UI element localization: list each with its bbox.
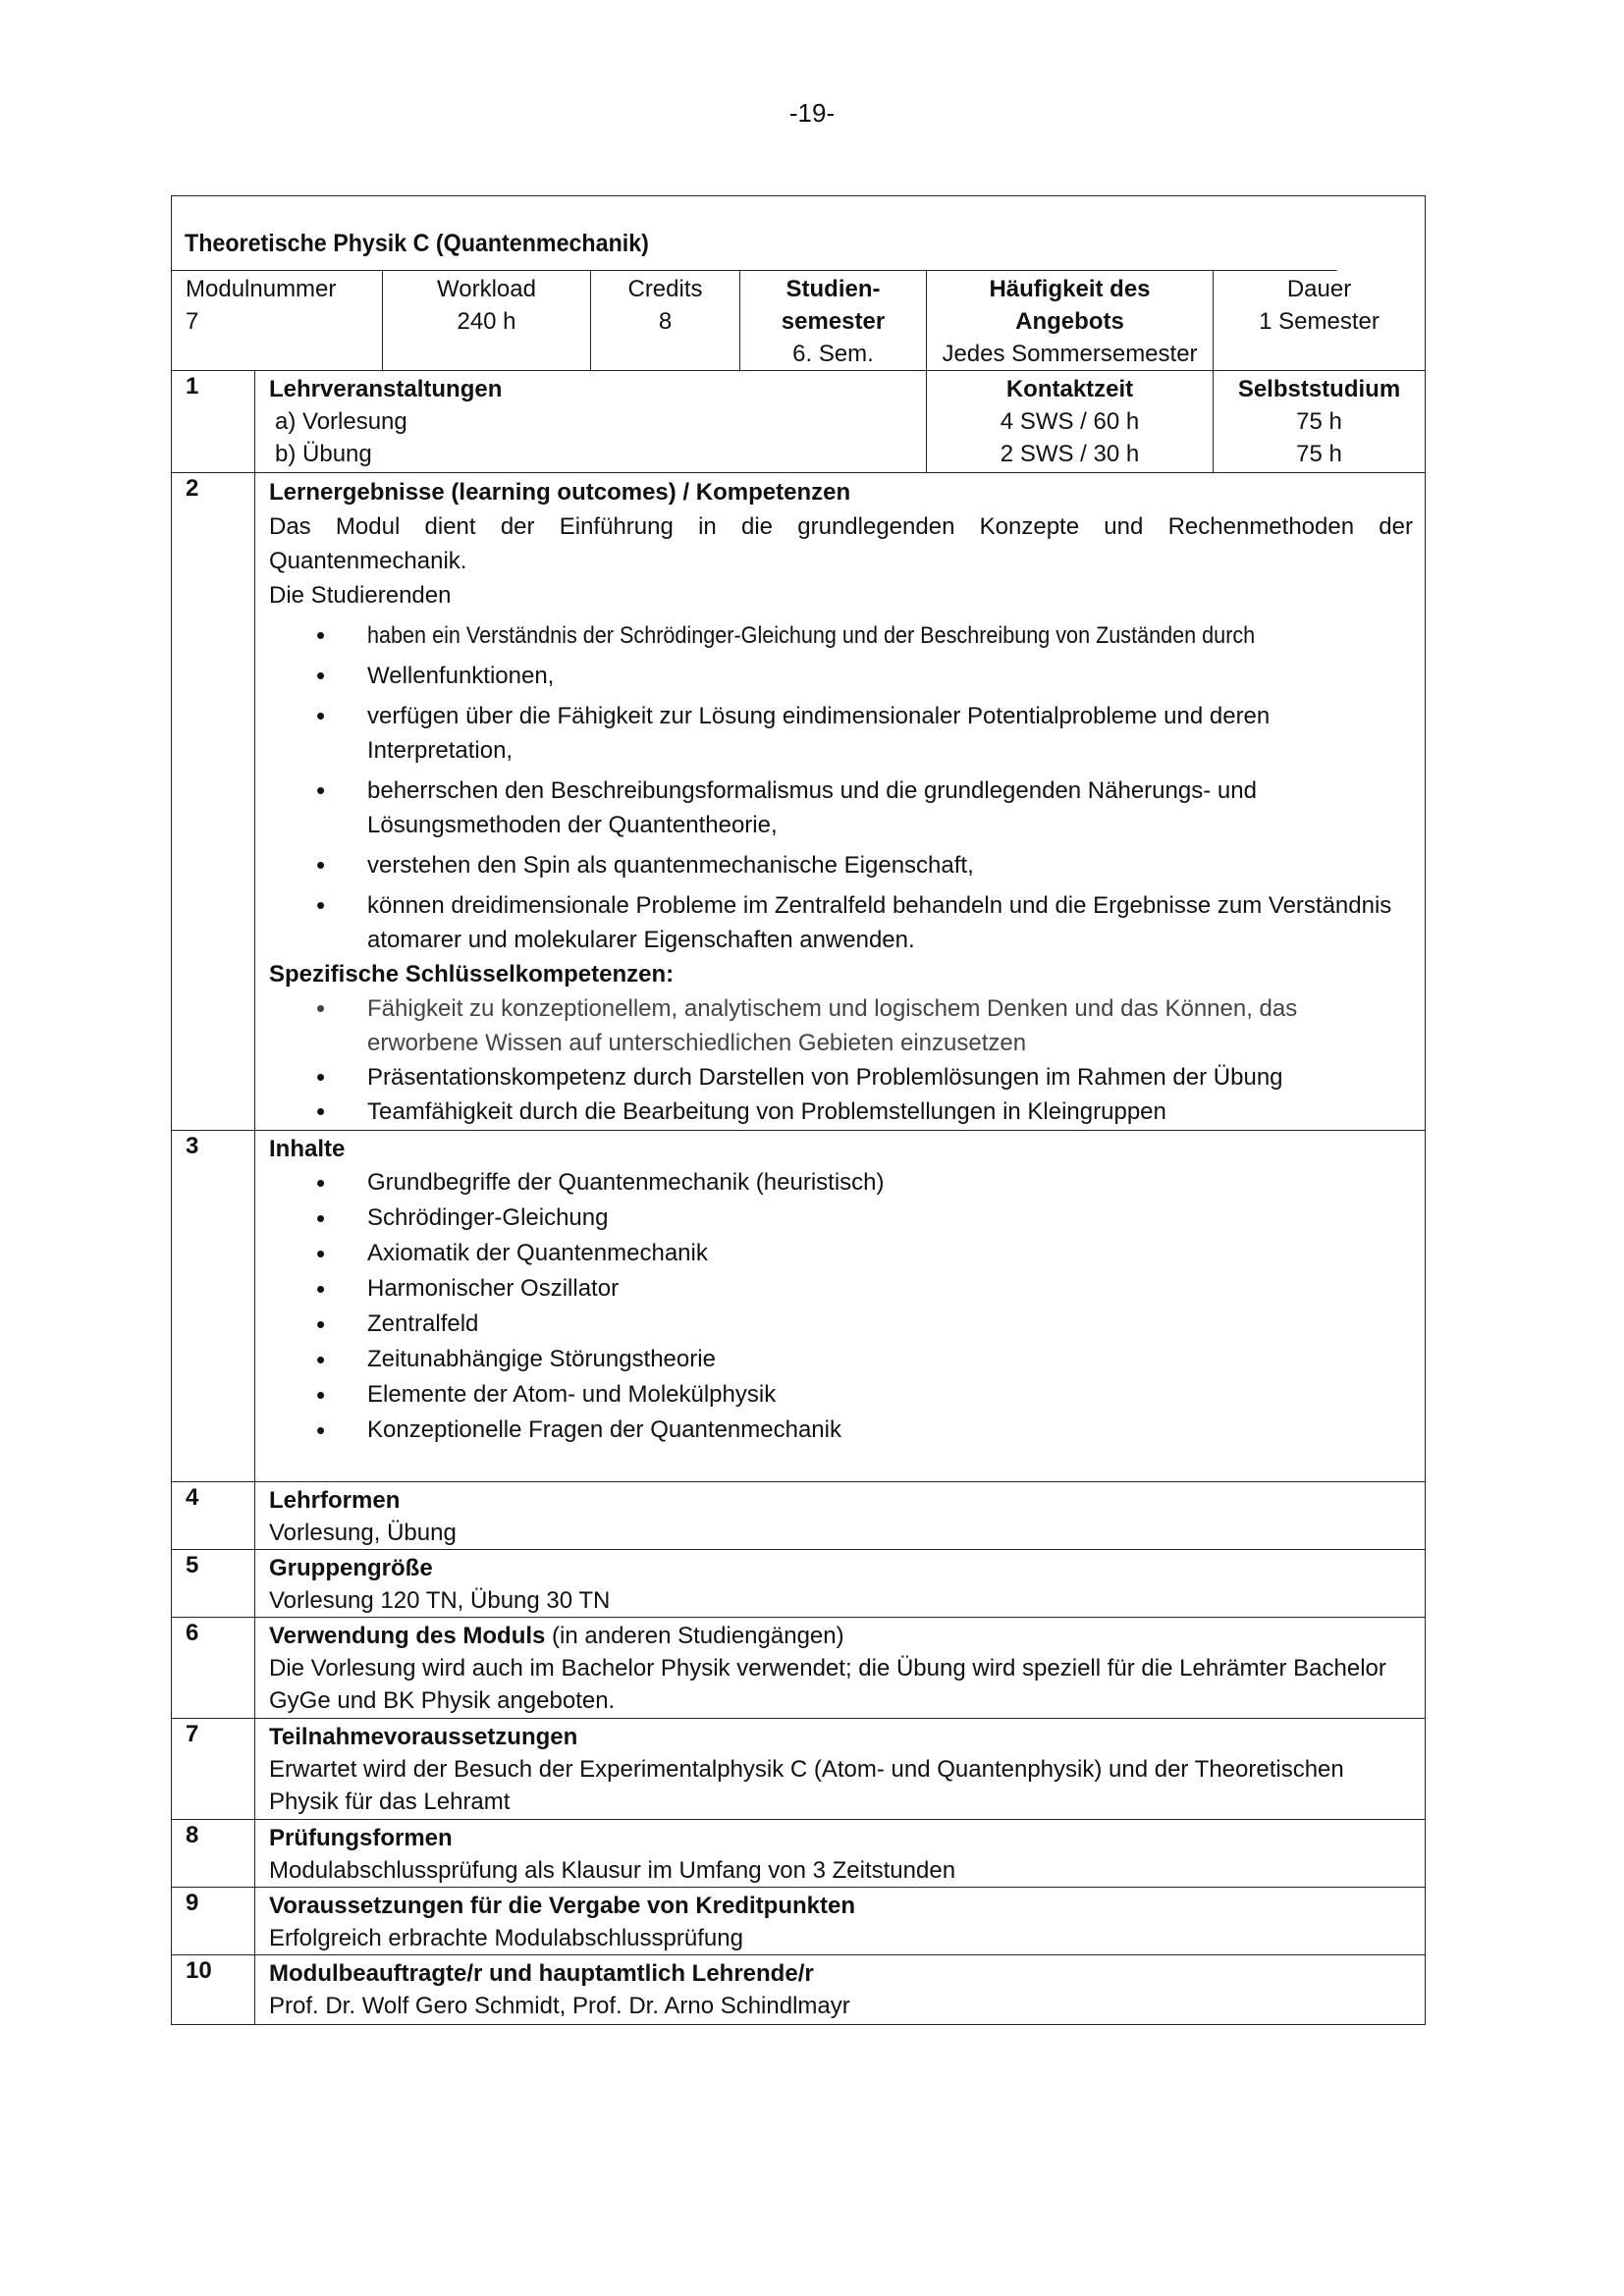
lv-name: b) Übung	[275, 441, 372, 467]
kontaktzeit-value: 4 SWS / 60 h	[1000, 408, 1140, 435]
section-number: 7	[172, 1719, 255, 1819]
list-item: • Schrödinger-Gleichung	[269, 1201, 1413, 1236]
credits-cell	[591, 271, 740, 370]
section-title: Prüfungsformen	[269, 1825, 453, 1851]
section-number: 10	[172, 1955, 255, 2024]
list-item-text: Teamfähigkeit durch die Bearbeitung von Problemstellungen in Kleingruppen	[367, 1098, 1166, 1125]
workload-label: Workload	[437, 276, 536, 302]
section-text: Erwartet wird der Besuch der Experimentalphysik C (Atom- und Quantenphysik) und der Theoretischen Physik für das Lehramt	[269, 1756, 1344, 1815]
list-item-text: verfügen über die Fähigkeit zur Lösung eindimensionaler Potentialprobleme und deren Interpretation,	[367, 703, 1271, 764]
list-item-text: Präsentationskompetenz durch Darstellen von Problemlösungen im Rahmen der Übung	[367, 1064, 1283, 1091]
section-lernergebnisse	[172, 473, 1425, 1131]
selbststudium-value: 75 h	[1296, 408, 1342, 435]
subtitle: Spezifische Schlüsselkompetenzen:	[269, 961, 675, 988]
list-item	[269, 699, 1413, 768]
outcome-list	[269, 618, 1413, 957]
section-kreditpunkte	[172, 1888, 1425, 1955]
section-number: 1	[172, 371, 255, 472]
section-text: Vorlesung, Übung	[269, 1520, 457, 1546]
list-item	[269, 991, 1413, 1060]
list-item	[269, 1060, 1413, 1095]
selbststudium-column	[1214, 371, 1425, 472]
dauer-label: Dauer	[1286, 276, 1352, 302]
section-text: Die Vorlesung wird auch im Bachelor Physik verwendet; die Übung wird speziell für die Lehrämter Bachelor GyGe und BK Physik angeboten.	[269, 1655, 1386, 1714]
kontaktzeit-label: Kontaktzeit	[1005, 376, 1134, 402]
section-text: Prof. Dr. Wolf Gero Schmidt, Prof. Dr. Arno Schindlmayr	[269, 1993, 850, 2019]
haeufigkeit-value: Jedes Sommersemester	[942, 341, 1198, 367]
dauer-value: 1 Semester	[1259, 308, 1380, 335]
list-item: • Grundbegriffe der Quantenmechanik (heuristisch)	[269, 1165, 1413, 1201]
section-text: Modulabschlussprüfung als Klausur im Umfang von 3 Zeitstunden	[269, 1857, 956, 1884]
modulnummer-cell	[172, 271, 383, 370]
kontaktzeit-column	[927, 371, 1214, 472]
page-number: -19-	[788, 98, 836, 128]
modulnummer-value: 7	[186, 308, 199, 335]
studiensemester-label-1: Studien-	[785, 276, 881, 302]
selbststudium-value: 75 h	[1296, 441, 1342, 467]
list-item-text: verstehen den Spin als quantenmechanische Eigenschaft,	[367, 852, 974, 879]
section-gruppengroesse	[172, 1550, 1425, 1618]
section-title: Verwendung des Moduls	[269, 1623, 546, 1649]
list-item	[269, 774, 1413, 842]
list-item: • Konzeptionelle Fragen der Quantenmechanik	[269, 1413, 1413, 1448]
list-item	[269, 888, 1413, 957]
lehrformen-body	[255, 1482, 1425, 1549]
list-item: • Zeitunabhängige Störungstheorie	[269, 1342, 1413, 1377]
section-title-suffix: (in anderen Studiengängen)	[545, 1623, 844, 1649]
credits-label: Credits	[627, 276, 703, 302]
list-item: • Harmonischer Oszillator	[269, 1271, 1413, 1307]
credits-value: 8	[658, 308, 673, 335]
key-competence-list	[269, 991, 1413, 1129]
list-item	[269, 618, 1413, 653]
studiensemester-value: 6. Sem.	[792, 341, 874, 367]
section-inhalte	[172, 1131, 1425, 1482]
section-lehrveranstaltungen	[172, 371, 1425, 473]
inhalte-body	[255, 1131, 1425, 1481]
module-header-row	[172, 271, 1425, 371]
section-title: Gruppengröße	[269, 1555, 433, 1581]
section-number: 9	[172, 1888, 255, 1954]
selbststudium-label: Selbststudium	[1237, 376, 1401, 402]
section-number: 8	[172, 1820, 255, 1887]
list-item-text: können dreidimensionale Probleme im Zentralfeld behandeln und die Ergebnisse zum Verständnis atomarer und molekularer Eigenschaften anwenden.	[367, 892, 1392, 953]
list-item-text: haben ein Verständnis der Schrödinger-Gleichung und der Beschreibung von Zuständen durch	[367, 622, 1256, 649]
section-title: Lernergebnisse (learning outcomes) / Kompetenzen	[269, 479, 851, 506]
list-item-text: Fähigkeit zu konzeptionellem, analytischem und logischem Denken und das Können, das erworbene Wissen auf unterschiedlichen Gebieten einzusetzen	[367, 995, 1298, 1056]
list-item	[269, 848, 1413, 882]
intro-text: Das Modul dient der Einführung in die grundlegenden Konzepte und Rechenmethoden der Quantenmechanik.	[269, 513, 1413, 574]
list-item	[269, 659, 1413, 693]
lernergebnisse-body	[255, 473, 1425, 1130]
kontaktzeit-value: 2 SWS / 30 h	[1000, 441, 1140, 467]
section-text: Vorlesung 120 TN, Übung 30 TN	[269, 1587, 611, 1614]
modulnummer-label: Modulnummer	[186, 276, 337, 302]
section-teilnahmevoraussetzungen	[172, 1719, 1425, 1820]
section-title: Modulbeauftragte/r und hauptamtlich Lehrende/r	[269, 1960, 814, 1987]
section-lehrformen	[172, 1482, 1425, 1550]
haeufigkeit-cell	[927, 271, 1214, 370]
verwendung-body	[255, 1618, 1425, 1718]
section-pruefungsformen	[172, 1820, 1425, 1888]
gruppengroesse-body	[255, 1550, 1425, 1617]
list-item-text: beherrschen den Beschreibungsformalismus und die grundlegenden Näherungs- und Lösungsmethoden der Quantentheorie,	[367, 777, 1257, 838]
dauer-cell	[1214, 271, 1425, 370]
list-item	[269, 1095, 1413, 1129]
haeufigkeit-label-2: Angebots	[1015, 308, 1124, 335]
section-number: 5	[172, 1550, 255, 1617]
section-number: 3	[172, 1131, 255, 1481]
module-title: Theoretische Physik C (Quantenmechanik)	[172, 196, 1337, 271]
studiensemester-cell	[740, 271, 927, 370]
section-title: Voraussetzungen für die Vergabe von Kreditpunkten	[269, 1893, 855, 1919]
content-list	[269, 1165, 1413, 1448]
section-title: Lehrformen	[269, 1487, 401, 1514]
list-item: • Elemente der Atom- und Molekülphysik	[269, 1377, 1413, 1413]
haeufigkeit-label-1: Häufigkeit des	[989, 276, 1151, 302]
list-item: • Zentralfeld	[269, 1307, 1413, 1342]
section-number: 4	[172, 1482, 255, 1549]
pruefungsformen-body	[255, 1820, 1425, 1887]
teilnahme-body	[255, 1719, 1425, 1819]
kreditpunkte-body	[255, 1888, 1425, 1954]
list-item: • Axiomatik der Quantenmechanik	[269, 1236, 1413, 1271]
section-title: Teilnahmevoraussetzungen	[269, 1724, 578, 1750]
workload-value: 240 h	[457, 308, 516, 335]
lv-name: a) Vorlesung	[275, 408, 407, 435]
section-title: Lehrveranstaltungen	[269, 376, 503, 402]
section-text: Erfolgreich erbrachte Modulabschlussprüfung	[269, 1925, 743, 1951]
section-verwendung	[172, 1618, 1425, 1719]
section-title: Inhalte	[269, 1136, 346, 1162]
section-modulbeauftragte	[172, 1955, 1425, 2024]
workload-cell	[383, 271, 591, 370]
intro-text: Die Studierenden	[269, 582, 452, 609]
lehrveranstaltungen-names	[255, 371, 927, 472]
section-number: 2	[172, 473, 255, 1130]
studiensemester-label-2: semester	[781, 308, 886, 335]
module-table	[171, 195, 1426, 2025]
modulbeauftragte-body	[255, 1955, 1425, 2024]
list-item-text: Wellenfunktionen,	[367, 663, 555, 689]
section-number: 6	[172, 1618, 255, 1718]
